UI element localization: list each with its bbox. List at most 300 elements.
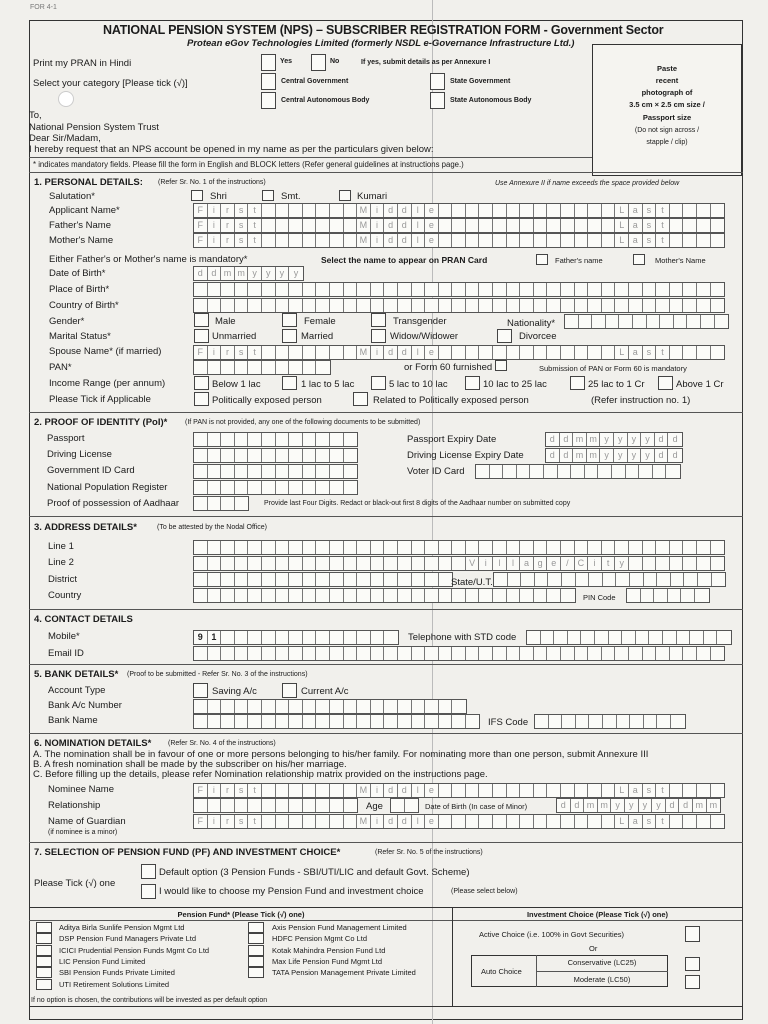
char-cell[interactable] xyxy=(520,219,534,232)
char-cell[interactable] xyxy=(276,481,290,494)
char-cell[interactable] xyxy=(561,299,575,312)
char-cell[interactable]: M xyxy=(357,346,371,359)
char-cell[interactable] xyxy=(425,299,439,312)
char-cell[interactable] xyxy=(208,361,222,374)
char-cell[interactable]: d xyxy=(560,433,574,446)
char-cell[interactable] xyxy=(617,715,631,728)
char-cell[interactable] xyxy=(534,299,548,312)
char-cell[interactable] xyxy=(276,234,290,247)
char-cell[interactable] xyxy=(221,700,235,713)
char-cell[interactable] xyxy=(493,784,507,797)
char-cell[interactable] xyxy=(588,219,602,232)
char-cell[interactable] xyxy=(194,283,208,296)
char-cell[interactable]: d xyxy=(384,219,398,232)
char-cell[interactable]: L xyxy=(615,346,629,359)
char-cell[interactable] xyxy=(507,299,521,312)
age-input[interactable] xyxy=(390,798,419,813)
char-cell[interactable]: s xyxy=(235,219,249,232)
char-cell[interactable] xyxy=(208,465,222,478)
char-cell[interactable]: y xyxy=(248,267,262,280)
char-cell[interactable]: d xyxy=(672,450,678,460)
char-cell[interactable] xyxy=(571,465,585,478)
char-cell[interactable] xyxy=(412,700,426,713)
mothers-name-checkbox[interactable] xyxy=(633,254,645,265)
char-cell[interactable] xyxy=(289,234,303,247)
char-cell[interactable] xyxy=(316,715,330,728)
divorcee-checkbox[interactable] xyxy=(497,329,512,343)
nationality-input[interactable] xyxy=(564,314,729,329)
char-cell[interactable] xyxy=(588,204,602,217)
char-cell[interactable] xyxy=(697,541,711,554)
char-cell[interactable] xyxy=(548,573,562,586)
moderate-checkbox[interactable] xyxy=(685,975,700,989)
char-cell[interactable] xyxy=(541,631,555,644)
char-cell[interactable] xyxy=(194,799,208,812)
char-cell[interactable]: y xyxy=(614,433,628,446)
char-cell[interactable] xyxy=(330,715,344,728)
char-cell[interactable] xyxy=(221,283,235,296)
char-cell[interactable] xyxy=(384,715,398,728)
active-choice-checkbox[interactable] xyxy=(685,926,700,942)
char-cell[interactable] xyxy=(547,219,561,232)
char-cell[interactable]: s xyxy=(643,815,657,828)
char-cell[interactable]: F xyxy=(194,815,208,828)
char-cell[interactable]: y xyxy=(600,433,614,446)
char-cell[interactable] xyxy=(208,647,222,660)
char-cell[interactable] xyxy=(276,573,290,586)
char-cell[interactable]: d xyxy=(384,234,398,247)
char-cell[interactable]: m xyxy=(221,267,235,280)
char-cell[interactable] xyxy=(507,784,521,797)
char-cell[interactable] xyxy=(371,557,385,570)
char-cell[interactable] xyxy=(479,299,493,312)
char-cell[interactable] xyxy=(711,647,725,660)
char-cell[interactable] xyxy=(221,361,235,374)
char-cell[interactable] xyxy=(585,465,599,478)
char-cell[interactable] xyxy=(344,219,358,232)
char-cell[interactable] xyxy=(425,647,439,660)
char-cell[interactable] xyxy=(521,573,535,586)
char-cell[interactable] xyxy=(575,219,589,232)
address-line2-input[interactable] xyxy=(193,556,725,571)
char-cell[interactable] xyxy=(508,573,522,586)
char-cell[interactable] xyxy=(589,573,603,586)
char-cell[interactable] xyxy=(371,573,385,586)
char-cell[interactable]: y xyxy=(628,433,642,446)
char-cell[interactable] xyxy=(330,557,344,570)
char-cell[interactable] xyxy=(683,815,697,828)
char-cell[interactable]: i xyxy=(208,234,222,247)
char-cell[interactable] xyxy=(371,299,385,312)
char-cell[interactable]: y xyxy=(614,449,628,462)
char-cell[interactable] xyxy=(371,541,385,554)
char-cell[interactable] xyxy=(602,346,616,359)
char-cell[interactable] xyxy=(711,234,725,247)
char-cell[interactable] xyxy=(344,573,358,586)
district-input[interactable] xyxy=(193,572,453,587)
char-cell[interactable] xyxy=(262,433,276,446)
char-cell[interactable]: M xyxy=(357,784,371,797)
char-cell[interactable] xyxy=(520,299,534,312)
char-cell[interactable] xyxy=(371,631,385,644)
char-cell[interactable] xyxy=(235,449,249,462)
char-cell[interactable] xyxy=(221,647,235,660)
char-cell[interactable] xyxy=(262,784,276,797)
char-cell[interactable] xyxy=(208,557,222,570)
char-cell[interactable] xyxy=(466,346,480,359)
char-cell[interactable] xyxy=(602,234,616,247)
char-cell[interactable] xyxy=(602,299,616,312)
char-cell[interactable] xyxy=(208,283,222,296)
char-cell[interactable] xyxy=(276,346,290,359)
char-cell[interactable] xyxy=(221,573,235,586)
char-cell[interactable] xyxy=(493,541,507,554)
char-cell[interactable]: d xyxy=(679,799,693,812)
char-cell[interactable]: l xyxy=(412,784,426,797)
char-cell[interactable] xyxy=(330,299,344,312)
char-cell[interactable] xyxy=(384,557,398,570)
char-cell[interactable] xyxy=(452,234,466,247)
char-cell[interactable]: l xyxy=(412,234,426,247)
char-cell[interactable] xyxy=(248,283,262,296)
char-cell[interactable] xyxy=(398,573,412,586)
char-cell[interactable] xyxy=(248,799,262,812)
char-cell[interactable] xyxy=(588,541,602,554)
pension-fund-checkbox[interactable] xyxy=(36,956,52,967)
char-cell[interactable]: i xyxy=(208,784,222,797)
char-cell[interactable] xyxy=(534,283,548,296)
male-checkbox[interactable] xyxy=(194,313,209,327)
char-cell[interactable]: i xyxy=(588,557,602,570)
char-cell[interactable] xyxy=(479,541,493,554)
char-cell[interactable] xyxy=(316,234,330,247)
char-cell[interactable]: M xyxy=(357,234,371,247)
char-cell[interactable]: i xyxy=(208,204,222,217)
char-cell[interactable] xyxy=(262,573,276,586)
char-cell[interactable] xyxy=(439,784,453,797)
char-cell[interactable] xyxy=(683,299,697,312)
char-cell[interactable]: r xyxy=(221,815,235,828)
char-cell[interactable] xyxy=(316,631,330,644)
char-cell[interactable] xyxy=(520,234,534,247)
char-cell[interactable] xyxy=(330,219,344,232)
account-number-input[interactable] xyxy=(193,699,467,714)
char-cell[interactable] xyxy=(248,700,262,713)
pran-hindi-yes-checkbox[interactable] xyxy=(261,54,276,71)
char-cell[interactable]: r xyxy=(221,234,235,247)
char-cell[interactable] xyxy=(561,283,575,296)
applicant-name-input[interactable] xyxy=(193,203,725,218)
char-cell[interactable]: m xyxy=(587,449,601,462)
char-cell[interactable] xyxy=(479,234,493,247)
fathers-name-checkbox[interactable] xyxy=(536,254,548,265)
char-cell[interactable] xyxy=(626,465,640,478)
female-checkbox[interactable] xyxy=(282,313,297,327)
char-cell[interactable] xyxy=(439,541,453,554)
char-cell[interactable] xyxy=(316,557,330,570)
smt-checkbox[interactable] xyxy=(262,190,274,201)
char-cell[interactable] xyxy=(527,631,541,644)
char-cell[interactable] xyxy=(612,465,626,478)
char-cell[interactable] xyxy=(643,283,657,296)
char-cell[interactable] xyxy=(276,784,290,797)
pep-checkbox[interactable] xyxy=(194,392,209,406)
char-cell[interactable] xyxy=(316,799,330,812)
char-cell[interactable] xyxy=(276,299,290,312)
char-cell[interactable] xyxy=(684,573,698,586)
char-cell[interactable] xyxy=(235,497,249,510)
char-cell[interactable]: m xyxy=(573,433,587,446)
char-cell[interactable] xyxy=(235,283,249,296)
guardian-name-input[interactable] xyxy=(193,814,725,829)
char-cell[interactable] xyxy=(316,299,330,312)
char-cell[interactable]: L xyxy=(615,234,629,247)
char-cell[interactable]: d xyxy=(560,449,574,462)
char-cell[interactable]: d xyxy=(546,433,560,446)
char-cell[interactable] xyxy=(701,315,715,328)
char-cell[interactable] xyxy=(507,346,521,359)
current-checkbox[interactable] xyxy=(282,683,297,698)
char-cell[interactable] xyxy=(344,715,358,728)
char-cell[interactable] xyxy=(670,647,684,660)
char-cell[interactable] xyxy=(717,631,731,644)
char-cell[interactable] xyxy=(575,346,589,359)
char-cell[interactable] xyxy=(412,647,426,660)
char-cell[interactable] xyxy=(534,784,548,797)
char-cell[interactable] xyxy=(412,589,426,602)
char-cell[interactable] xyxy=(262,815,276,828)
char-cell[interactable]: i xyxy=(371,204,385,217)
char-cell[interactable] xyxy=(452,299,466,312)
rpep-checkbox[interactable] xyxy=(353,392,368,406)
char-cell[interactable] xyxy=(452,715,466,728)
char-cell[interactable]: m xyxy=(584,799,598,812)
char-cell[interactable]: d xyxy=(655,433,669,446)
char-cell[interactable] xyxy=(576,715,590,728)
char-cell[interactable] xyxy=(643,557,657,570)
char-cell[interactable] xyxy=(602,647,616,660)
char-cell[interactable] xyxy=(603,715,617,728)
char-cell[interactable] xyxy=(262,204,276,217)
pension-fund-checkbox[interactable] xyxy=(36,922,52,933)
char-cell[interactable] xyxy=(697,204,711,217)
char-cell[interactable] xyxy=(248,589,262,602)
char-cell[interactable] xyxy=(534,647,548,660)
char-cell[interactable] xyxy=(303,573,317,586)
char-cell[interactable] xyxy=(276,589,290,602)
char-cell[interactable] xyxy=(276,465,290,478)
char-cell[interactable] xyxy=(690,631,704,644)
char-cell[interactable] xyxy=(344,465,358,478)
char-cell[interactable] xyxy=(425,700,439,713)
char-cell[interactable] xyxy=(575,541,589,554)
char-cell[interactable] xyxy=(683,647,697,660)
shri-checkbox[interactable] xyxy=(191,190,203,201)
char-cell[interactable] xyxy=(412,573,426,586)
passport-input[interactable] xyxy=(193,432,358,447)
char-cell[interactable]: a xyxy=(629,346,643,359)
char-cell[interactable] xyxy=(452,815,466,828)
char-cell[interactable] xyxy=(344,283,358,296)
char-cell[interactable]: L xyxy=(615,219,629,232)
char-cell[interactable] xyxy=(452,700,466,713)
char-cell[interactable] xyxy=(479,283,493,296)
char-cell[interactable]: m xyxy=(235,267,249,280)
char-cell[interactable] xyxy=(479,647,493,660)
char-cell[interactable]: i xyxy=(479,557,493,570)
char-cell[interactable] xyxy=(330,283,344,296)
char-cell[interactable] xyxy=(439,715,453,728)
char-cell[interactable]: s xyxy=(643,346,657,359)
pension-fund-checkbox[interactable] xyxy=(248,956,264,967)
char-cell[interactable] xyxy=(476,465,490,478)
char-cell[interactable] xyxy=(194,557,208,570)
char-cell[interactable] xyxy=(330,234,344,247)
char-cell[interactable] xyxy=(276,715,290,728)
char-cell[interactable] xyxy=(248,299,262,312)
char-cell[interactable] xyxy=(630,715,644,728)
char-cell[interactable] xyxy=(466,299,480,312)
char-cell[interactable]: F xyxy=(194,784,208,797)
char-cell[interactable] xyxy=(398,700,412,713)
char-cell[interactable] xyxy=(303,481,317,494)
char-cell[interactable] xyxy=(221,799,235,812)
char-cell[interactable] xyxy=(534,589,548,602)
char-cell[interactable] xyxy=(384,589,398,602)
char-cell[interactable] xyxy=(466,647,480,660)
relationship-input[interactable] xyxy=(193,798,358,813)
char-cell[interactable] xyxy=(534,219,548,232)
char-cell[interactable] xyxy=(412,283,426,296)
char-cell[interactable] xyxy=(615,647,629,660)
char-cell[interactable] xyxy=(674,315,688,328)
char-cell[interactable]: e xyxy=(425,346,439,359)
char-cell[interactable] xyxy=(683,541,697,554)
country-input[interactable] xyxy=(193,588,576,603)
char-cell[interactable] xyxy=(330,449,344,462)
income-below1-checkbox[interactable] xyxy=(194,376,209,390)
char-cell[interactable]: e xyxy=(425,784,439,797)
char-cell[interactable]: d xyxy=(398,784,412,797)
char-cell[interactable] xyxy=(194,299,208,312)
char-cell[interactable] xyxy=(344,631,358,644)
char-cell[interactable]: d xyxy=(398,234,412,247)
char-cell[interactable] xyxy=(316,219,330,232)
char-cell[interactable] xyxy=(208,700,222,713)
char-cell[interactable] xyxy=(391,799,405,812)
income-25to1cr-checkbox[interactable] xyxy=(570,376,585,390)
char-cell[interactable] xyxy=(412,557,426,570)
char-cell[interactable] xyxy=(371,647,385,660)
char-cell[interactable] xyxy=(439,204,453,217)
govid-input[interactable] xyxy=(193,464,358,479)
char-cell[interactable] xyxy=(357,647,371,660)
char-cell[interactable] xyxy=(344,557,358,570)
char-cell[interactable] xyxy=(316,589,330,602)
char-cell[interactable]: y xyxy=(600,449,614,462)
char-cell[interactable] xyxy=(248,541,262,554)
char-cell[interactable]: L xyxy=(615,815,629,828)
char-cell[interactable]: e xyxy=(425,219,439,232)
char-cell[interactable] xyxy=(303,557,317,570)
char-cell[interactable] xyxy=(576,573,590,586)
char-cell[interactable] xyxy=(221,449,235,462)
char-cell[interactable]: l xyxy=(412,204,426,217)
char-cell[interactable]: d xyxy=(398,346,412,359)
char-cell[interactable] xyxy=(547,589,561,602)
char-cell[interactable] xyxy=(262,299,276,312)
char-cell[interactable] xyxy=(670,299,684,312)
char-cell[interactable] xyxy=(412,299,426,312)
cob-input[interactable] xyxy=(193,298,725,313)
char-cell[interactable]: e xyxy=(425,815,439,828)
char-cell[interactable] xyxy=(371,700,385,713)
char-cell[interactable] xyxy=(371,715,385,728)
form60-checkbox[interactable] xyxy=(495,360,507,371)
char-cell[interactable] xyxy=(656,299,670,312)
char-cell[interactable] xyxy=(208,589,222,602)
aadhaar-input[interactable] xyxy=(193,496,249,511)
char-cell[interactable] xyxy=(520,541,534,554)
telephone-input[interactable] xyxy=(526,630,732,645)
char-cell[interactable]: y xyxy=(276,267,290,280)
char-cell[interactable] xyxy=(520,647,534,660)
char-cell[interactable] xyxy=(289,573,303,586)
npr-input[interactable] xyxy=(193,480,358,495)
char-cell[interactable] xyxy=(615,283,629,296)
char-cell[interactable]: m xyxy=(709,800,718,810)
char-cell[interactable]: t xyxy=(656,219,670,232)
char-cell[interactable] xyxy=(262,481,276,494)
conservative-checkbox[interactable] xyxy=(685,957,700,971)
char-cell[interactable] xyxy=(503,465,517,478)
char-cell[interactable] xyxy=(425,573,439,586)
ifs-input[interactable] xyxy=(534,714,686,729)
char-cell[interactable] xyxy=(344,481,358,494)
char-cell[interactable] xyxy=(507,204,521,217)
char-cell[interactable] xyxy=(561,647,575,660)
char-cell[interactable] xyxy=(670,541,684,554)
char-cell[interactable]: l xyxy=(493,557,507,570)
char-cell[interactable] xyxy=(371,589,385,602)
char-cell[interactable]: t xyxy=(656,815,670,828)
char-cell[interactable] xyxy=(357,700,371,713)
char-cell[interactable]: y xyxy=(639,799,653,812)
char-cell[interactable] xyxy=(303,283,317,296)
char-cell[interactable]: M xyxy=(357,204,371,217)
char-cell[interactable] xyxy=(316,283,330,296)
char-cell[interactable] xyxy=(235,557,249,570)
mobile-input[interactable] xyxy=(193,630,399,645)
char-cell[interactable] xyxy=(452,647,466,660)
char-cell[interactable] xyxy=(602,204,616,217)
char-cell[interactable] xyxy=(289,700,303,713)
char-cell[interactable] xyxy=(697,784,711,797)
char-cell[interactable]: m xyxy=(587,433,601,446)
char-cell[interactable]: s xyxy=(235,346,249,359)
char-cell[interactable] xyxy=(384,299,398,312)
char-cell[interactable]: y xyxy=(628,449,642,462)
char-cell[interactable] xyxy=(262,361,276,374)
char-cell[interactable] xyxy=(235,700,249,713)
pension-fund-checkbox[interactable] xyxy=(248,933,264,944)
pension-fund-checkbox[interactable] xyxy=(36,945,52,956)
char-cell[interactable] xyxy=(384,700,398,713)
char-cell[interactable] xyxy=(466,541,480,554)
char-cell[interactable] xyxy=(507,219,521,232)
char-cell[interactable] xyxy=(344,647,358,660)
char-cell[interactable] xyxy=(549,715,563,728)
